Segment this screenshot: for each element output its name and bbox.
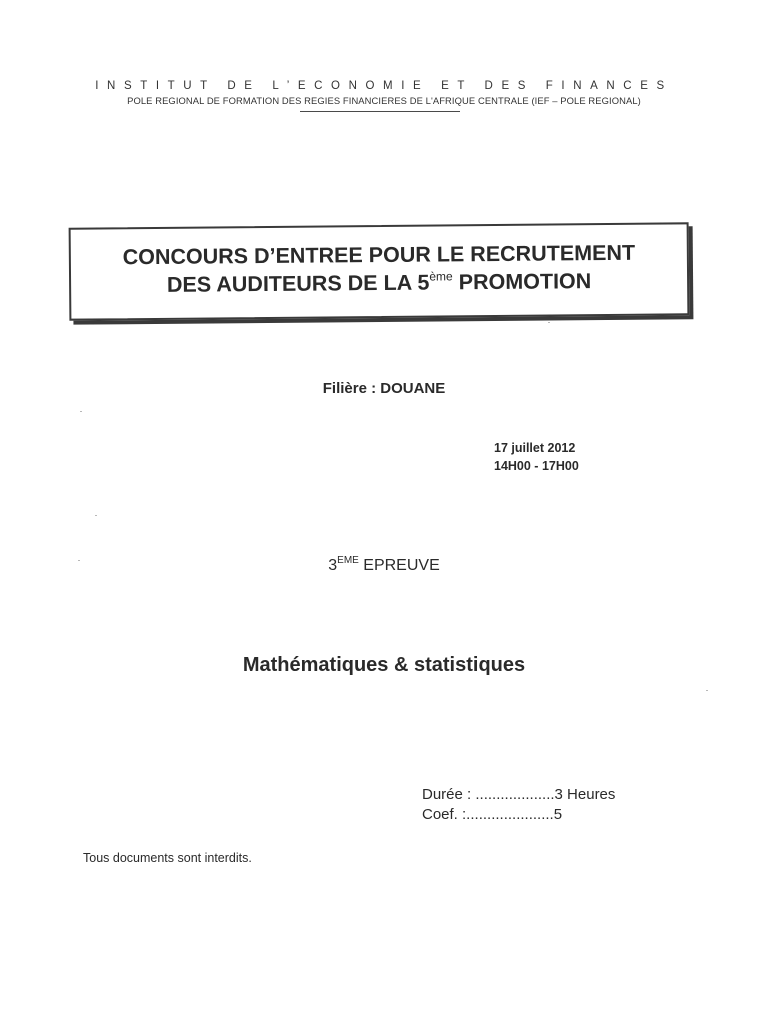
documents-notice: Tous documents sont interdits. [83, 851, 252, 865]
epreuve-label: EPREUVE [358, 557, 440, 574]
epreuve-superscript: EME [337, 555, 359, 566]
exam-title-line-1: CONCOURS D’ENTREE POUR LE RECRUTEMENT [122, 240, 636, 270]
coefficient-line: Coef. :.....................5 [422, 806, 563, 823]
scan-speck [706, 690, 708, 691]
scan-speck [548, 322, 550, 323]
epreuve-number: 3 [328, 557, 338, 574]
exam-title-line-2-prefix: DES AUDITEURS DE LA 5 [166, 270, 430, 297]
exam-title-line-2-suffix: PROMOTION [452, 269, 592, 295]
exam-hours: 14H00 - 17H00 [494, 459, 579, 473]
duration-line: Durée : ...................3 Heures [422, 786, 616, 803]
exam-title-line-2 [71, 268, 687, 298]
scan-speck [95, 515, 97, 516]
exam-date: 17 juillet 2012 [494, 441, 576, 455]
institute-subtitle: POLE REGIONAL DE FORMATION DES REGIES FINANCIERES DE L'AFRIQUE CENTRALE (IEF – POLE REGIONAL) [127, 95, 641, 106]
epreuve-heading [0, 557, 768, 575]
header-divider [300, 111, 460, 112]
scan-speck [80, 411, 82, 412]
filiere-label: Filière : DOUANE [322, 380, 446, 397]
institute-name: INSTITUT DE L’ECONOMIE ET DES FINANCES [95, 80, 673, 92]
exam-title-box [69, 222, 690, 320]
scan-speck [78, 560, 80, 561]
exam-title-superscript: ème [429, 269, 453, 284]
subject-title: Mathématiques & statistiques [242, 654, 526, 676]
